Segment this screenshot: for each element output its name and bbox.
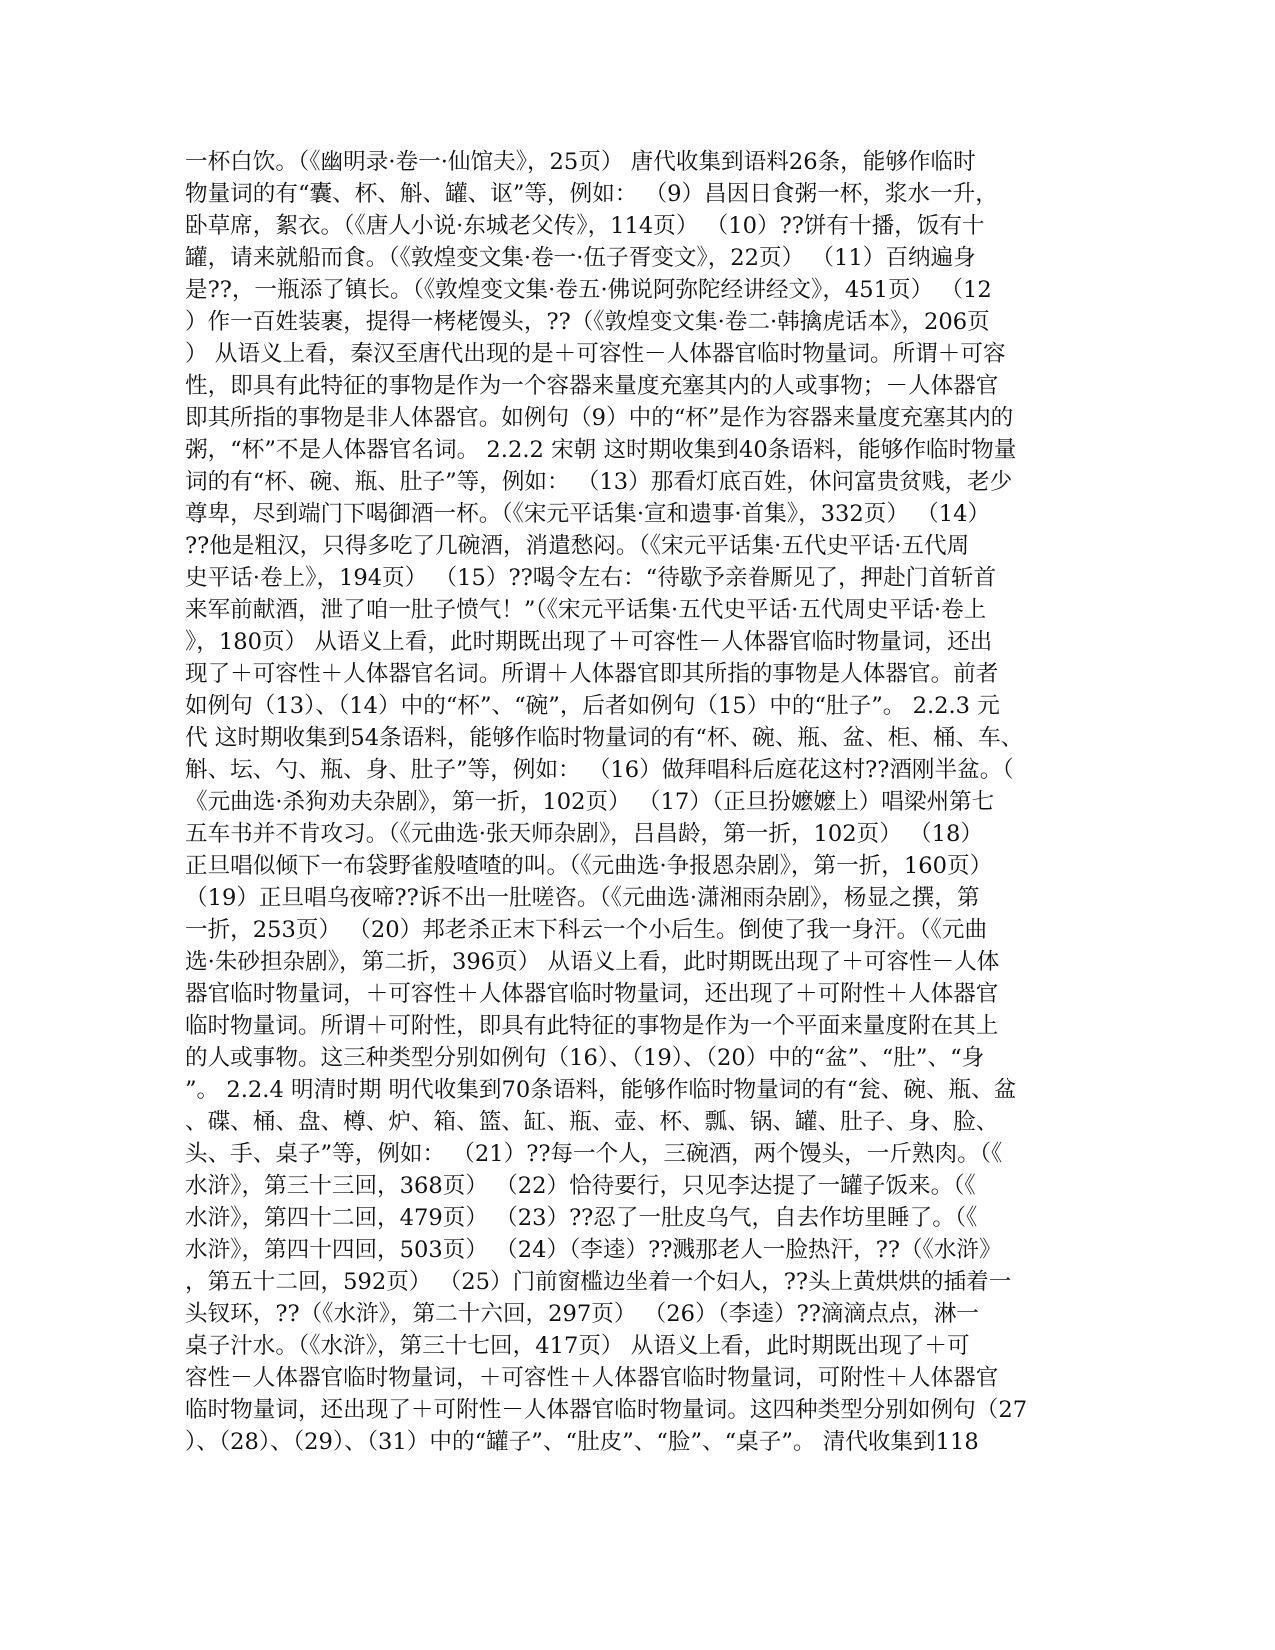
text-line: 器官临时物量词，＋可容性＋人体器官临时物量词，还出现了＋可附性＋人体器官 <box>185 981 999 1007</box>
text-line: 一杯白饮。（《幽明录·卷一·仙馆夫》，25页） 唐代收集到语料26条，能够作临时 <box>185 149 976 175</box>
text-line: 一折，253页） （20）邦老杀正末下科云一个小后生。倒使了我一身汗。（《元曲 <box>185 917 988 943</box>
text-line: 物量词的有“囊、杯、斛、罐、讴”等，例如： （9）昌因日食粥一杯，浆水一升， <box>185 181 998 207</box>
text-line: 头、手、桌子”等，例如： （21）??每一个人，三碗酒，两个馒头，一斤熟肉。（《 <box>185 1141 1003 1167</box>
text-line: 、碟、桶、盘、樽、炉、箱、篮、缸、瓶、壶、杯、瓢、锅、罐、肚子、身、脸、 <box>185 1109 999 1135</box>
text-line: 临时物量词。所谓＋可附性，即具有此特征的事物是作为一个平面来量度附在其上 <box>185 1013 999 1039</box>
text-line: 代 这时期收集到54条语料，能够作临时物量词的有“杯、碗、瓶、盆、柜、桶、车、 <box>185 725 1024 751</box>
text-line: ）、（28）、（29）、（31）中的“罐子”、“肚皮”、“脸”、“桌子”。 清代收集到118 <box>185 1429 979 1455</box>
text-line: 选·朱砂担杂剧》，第二折，396页） 从语义上看，此时期既出现了＋可容性－人体 <box>185 949 1000 975</box>
text-line: 史平话·卷上》，194页） （15）??喝令左右：“待歇予亲眷厮见了，押赴门首斩首 <box>185 565 997 591</box>
text-line: 是??，一瓶添了镇长。（《敦煌变文集·卷五·佛说阿弥陀经讲经文》，451页） （12 <box>185 277 992 303</box>
text-line: 桌子汁水。（《水浒》，第三十七回，417页） 从语义上看，此时期既出现了＋可 <box>185 1333 970 1359</box>
text-line: 罐，请来就船而食。（《敦煌变文集·卷一·伍子胥变文》，22页） （11）百纳遍身 <box>185 245 976 271</box>
text-line: 》，180页） 从语义上看，此时期既出现了＋可容性－人体器官临时物量词，还出 <box>185 629 993 655</box>
text-line: 尊卑，尽到端门下喝御酒一杯。（《宋元平话集·宣和遗事·首集》，332页） （14） <box>185 501 991 527</box>
text-line: 水浒》，第四十二回，479页） （23）??忍了一肚皮乌气，自去作坊里睡了。（《 <box>185 1205 978 1231</box>
text-line: 性，即具有此特征的事物是作为一个容器来量度充塞其内的人或事物；－人体器官 <box>185 373 999 399</box>
text-line: ”。 2.2.4 明清时期 明代收集到70条语料，能够作临时物量词的有“瓮、碗、瓶、盆 <box>185 1077 1017 1103</box>
text-line: 粥，“杯”不是人体器官名词。 2.2.2 宋朝 这时期收集到40条语料，能够作临时物量 <box>185 437 1017 463</box>
text-line: 正旦唱似倾下一布袋野雀般喳喳的叫。（《元曲选·争报恩杂剧》，第一折，160页） <box>185 853 993 879</box>
text-line: 现了＋可容性＋人体器官名词。所谓＋人体器官即其所指的事物是人体器官。前者 <box>185 661 999 687</box>
text-line: 如例句（13）、（14）中的“杯”、“碗”，后者如例句（15）中的“肚子”。 2.2.3 元 <box>185 693 1000 719</box>
text-line: 斛、坛、勺、瓶、身、肚子”等，例如： （16）做拜唱科后庭花这村??酒刚半盆。（ <box>185 757 1014 783</box>
text-line: 来军前献酒，泄了咱一肚子愤气！”（《宋元平话集·五代史平话·五代周史平话·卷上 <box>185 597 987 623</box>
text-line: 五车书并不肯攻习。（《元曲选·张天师杂剧》，吕昌龄，第一折，102页） （18） <box>185 821 983 847</box>
text-line: 水浒》，第三十三回，368页） （22）恰待要行，只见李达提了一罐子饭来。（《 <box>185 1173 976 1199</box>
text-line: ） 从语义上看，秦汉至唐代出现的是＋可容性－人体器官临时物量词。所谓＋可容 <box>185 341 1006 367</box>
text-line: ，第五十二回，592页） （25）门前窗槛边坐着一个妇人，??头上黄烘烘的插着一 <box>185 1269 1012 1295</box>
text-line: 词的有“杯、碗、瓶、肚子”等，例如： （13）那看灯底百姓，休问富贵贫贱，老少 <box>185 469 1013 495</box>
text-line: 即其所指的事物是非人体器官。如例句（9）中的“杯”是作为容器来量度充塞其内的 <box>185 405 1014 431</box>
text-line: 水浒》，第四十四回，503页） （24）（李逵）??溅那老人一脸热汗，??（《水浒》 <box>185 1237 1002 1263</box>
text-line: 的人或事物。这三种类型分别如例句（16）、（19）、（20）中的“盆”、“肚”、“身 <box>185 1045 985 1071</box>
text-line: ??他是粗汉，只得多吃了几碗酒，消遣愁闷。（《宋元平话集·五代史平话·五代周 <box>185 533 970 559</box>
text-line: 容性－人体器官临时物量词，＋可容性＋人体器官临时物量词，可附性＋人体器官 <box>185 1365 999 1391</box>
text-line: 临时物量词，还出现了＋可附性－人体器官临时物量词。这四种类型分别如例句（27 <box>185 1397 1028 1423</box>
text-line: 《元曲选·杀狗劝夫杂剧》，第一折，102页） （17）（正旦扮嬷嬷上）唱梁州第七 <box>185 789 995 815</box>
text-line: 头钗环，??（《水浒》，第二十六回，297页） （26）（李逵）??滴滴点点，淋一 <box>185 1301 980 1327</box>
text-line: （19）正旦唱乌夜啼??诉不出一肚嗟咨。（《元曲选·潇湘雨杂剧》，杨显之撰，第 <box>185 885 980 911</box>
text-line: 卧草席，絮衣。（《唐人小说·东城老父传》，114页） （10）??饼有十播，饭有十 <box>185 213 985 239</box>
body-text <box>185 146 1085 1458</box>
text-line: ）作一百姓装裹，提得一栲栳馒头，??（《敦煌变文集·卷二·韩擒虎话本》，206页 <box>185 309 990 335</box>
